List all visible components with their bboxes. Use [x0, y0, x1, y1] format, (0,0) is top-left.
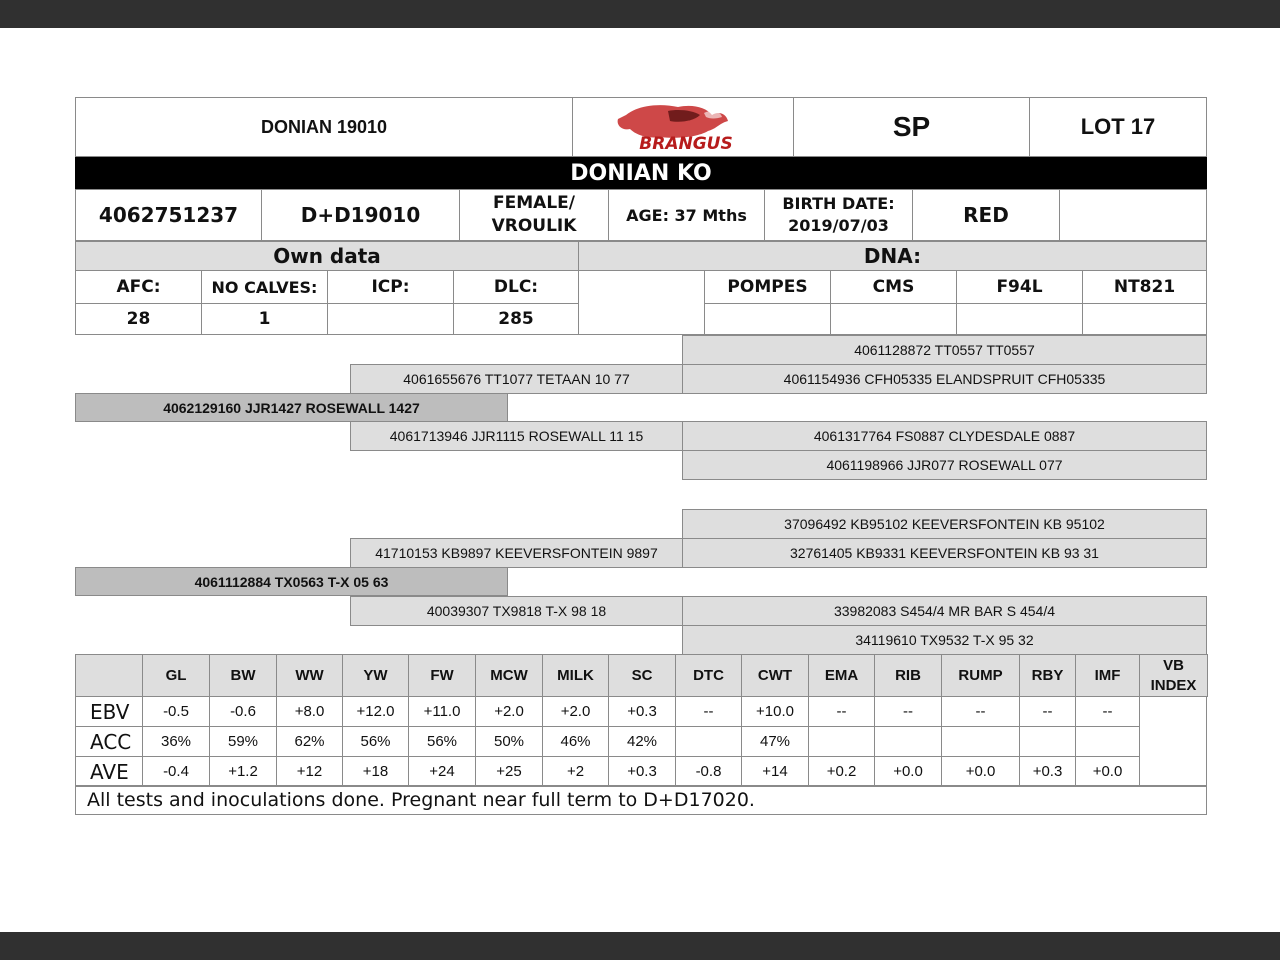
ebv-header-1-text: BW: [230, 666, 256, 684]
ebv-cell-text: +18: [362, 763, 389, 780]
pedigree-sire-sire-sire: [682, 335, 1207, 365]
icp-label: ICP:: [371, 277, 410, 297]
ebv-row-label-1-text: ACC: [90, 729, 132, 754]
ebv-cell: [608, 756, 676, 787]
dna-f94l-header: [956, 270, 1083, 304]
dna-nt821-header: [1082, 270, 1207, 304]
no-calves-label: NO CALVES:: [211, 277, 318, 297]
ebv-cell-text: +24: [429, 763, 455, 780]
comment-text: All tests and inoculations done. Pregnant near full term to D+D17020.: [87, 789, 755, 811]
afc-header: [75, 270, 202, 304]
sex-cell: [459, 189, 609, 241]
ebv-header-9: [741, 654, 809, 697]
ebv-cell-text: --: [703, 703, 714, 720]
pedigree-text: 4061713946 JJR1115 ROSEWALL 11 15: [389, 428, 644, 444]
dna-title-cell: [578, 241, 1207, 271]
ebv-cell-text: -0.4: [163, 763, 189, 780]
ebv-header-1: [209, 654, 277, 697]
ebv-cell-text: +25: [496, 763, 522, 780]
ebv-row-label-2: [75, 756, 143, 787]
ebv-header-2-text: WW: [295, 666, 324, 684]
ebv-corner-cell: [75, 654, 143, 697]
ebv-header-3-text: YW: [363, 666, 388, 684]
ebv-cell: [675, 726, 742, 757]
pedigree-dam-dam-dam: [682, 625, 1207, 655]
ebv-cell-text: 62%: [294, 733, 325, 750]
ebv-cell-text: +12.0: [356, 703, 395, 720]
pedigree-text: 33982083 S454/4 MR BAR S 454/4: [833, 603, 1056, 619]
pedigree-dam-dam: [350, 596, 683, 626]
dlc-header: [453, 270, 579, 304]
ebv-cell: [276, 756, 343, 787]
ebv-header-5: [475, 654, 543, 697]
ebv-header-14: [1075, 654, 1140, 697]
ebv-cell: [741, 756, 809, 787]
ebv-cell-text: +2.0: [494, 703, 524, 720]
ebv-cell: [608, 696, 676, 727]
ebv-cell-text: --: [1102, 703, 1113, 720]
pedigree-text: 32761405 KB9331 KEEVERSFONTEIN KB 93 31: [790, 545, 1099, 561]
vb-index-value-cell: [1139, 696, 1207, 787]
pedigree-sire: [75, 393, 508, 422]
ebv-cell: [408, 696, 476, 727]
ebv-cell: [675, 696, 742, 727]
reg-number-cell: [75, 189, 262, 241]
cms-label: CMS: [872, 277, 915, 297]
ebv-header-7: [608, 654, 676, 697]
title-bar: [75, 157, 1207, 189]
herd-id: D+D19010: [300, 203, 421, 227]
ebv-cell: [1019, 726, 1076, 757]
pedigree-dam-sire-sire: [682, 509, 1207, 539]
pedigree-text: 4061198966 JJR077 ROSEWALL 077: [826, 457, 1063, 473]
birth-date: BIRTH DATE: 2019/07/03: [782, 193, 895, 235]
f94l-label: F94L: [996, 277, 1043, 297]
ebv-cell: [342, 756, 409, 787]
ebv-cell: [808, 756, 875, 787]
top-bar: [0, 0, 1280, 28]
ebv-cell-text: +14: [762, 763, 788, 780]
reg-number: 4062751237: [98, 203, 239, 227]
ebv-header-14-text: IMF: [1094, 666, 1121, 684]
ebv-cell: [1075, 756, 1140, 787]
animal-title: DONIAN KO: [570, 160, 712, 186]
ebv-cell-text: 56%: [360, 733, 391, 750]
lot-number: LOT 17: [1080, 114, 1156, 139]
animal-name: DONIAN 19010: [260, 116, 388, 137]
ebv-header-4: [408, 654, 476, 697]
pompes-label: POMPES: [727, 277, 808, 297]
pedigree-sire-dam-dam: [682, 450, 1207, 480]
ebv-cell-text: +8.0: [294, 703, 325, 720]
ebv-cell-text: -0.6: [230, 703, 256, 720]
pedigree-sire-dam: [350, 421, 683, 451]
ebv-cell-text: --: [975, 703, 986, 720]
ebv-cell-text: +0.3: [1032, 763, 1063, 780]
ebv-cell-text: -0.8: [695, 763, 722, 780]
ebv-cell: [209, 726, 277, 757]
ebv-cell: [874, 726, 942, 757]
pedigree-text: 34119610 TX9532 T-X 95 32: [855, 632, 1034, 648]
ebv-cell-text: +11.0: [423, 703, 461, 720]
pedigree-sire-sire: [350, 364, 683, 394]
ebv-cell-text: +1.2: [228, 763, 258, 780]
dna-f94l-value: [956, 303, 1083, 335]
pedigree-dam-sire-dam: [682, 538, 1207, 568]
colour-cell: [912, 189, 1060, 241]
ebv-cell-text: --: [1042, 703, 1053, 720]
ebv-cell-text: +0.3: [627, 763, 657, 780]
ebv-header-0-text: GL: [165, 666, 187, 684]
ebv-cell: [675, 756, 742, 787]
ebv-cell: [808, 726, 875, 757]
no-calves-value: 1: [258, 309, 271, 329]
pedigree-sire-dam-sire: [682, 421, 1207, 451]
birth-date-cell: [764, 189, 913, 241]
ebv-cell-text: +0.0: [1092, 763, 1123, 780]
colour: RED: [963, 203, 1009, 227]
ebv-cell-text: +0.3: [627, 703, 657, 720]
ebv-cell-text: 36%: [160, 733, 192, 750]
ebv-cell: [542, 726, 609, 757]
ebv-header-2: [276, 654, 343, 697]
ebv-header-12: [941, 654, 1020, 697]
ebv-header-6: [542, 654, 609, 697]
ebv-header-12-text: RUMP: [958, 666, 1003, 684]
ebv-cell: [142, 726, 210, 757]
logo-text: BRANGUS: [639, 134, 733, 153]
afc-value: 28: [126, 309, 151, 329]
afc-value-cell: [75, 303, 202, 335]
ebv-cell: [142, 756, 210, 787]
ebv-row-label-0: [75, 696, 143, 727]
icp-header: [327, 270, 454, 304]
pedigree-dam-sire: [350, 538, 683, 568]
ebv-cell: [342, 696, 409, 727]
dna-nt821-value: [1082, 303, 1207, 335]
ebv-cell-text: +2.0: [560, 703, 591, 720]
ebv-cell: [408, 756, 476, 787]
icp-value-cell: [327, 303, 454, 335]
ebv-cell: [1019, 756, 1076, 787]
ebv-cell-text: +0.2: [826, 763, 857, 780]
dna-pompes-header: [704, 270, 831, 304]
ebv-header-13-text: RBY: [1031, 666, 1064, 684]
ebv-cell: [542, 756, 609, 787]
ebv-cell-text: +0.0: [965, 763, 996, 780]
ebv-cell-text: +10.0: [756, 703, 794, 720]
ebv-cell: [475, 726, 543, 757]
ebv-cell: [1075, 696, 1140, 727]
ebv-row-label-2-text: AVE: [90, 759, 129, 784]
ebv-cell: [741, 726, 809, 757]
grade-cell: [793, 97, 1030, 157]
lot-cell: [1029, 97, 1207, 157]
brangus-logo: [572, 97, 794, 157]
ebv-cell: [941, 726, 1020, 757]
sex: FEMALE/ VROULIK: [491, 193, 577, 236]
comment-cell: [75, 785, 1207, 815]
pedigree-text: 4062129160 JJR1427 ROSEWALL 1427: [163, 399, 420, 416]
pedigree-sire-sire-dam: [682, 364, 1207, 394]
ebv-cell: [209, 756, 277, 787]
pedigree-text: 4061128872 TT0557 TT0557: [854, 342, 1035, 358]
ebv-cell-text: +12: [296, 763, 323, 780]
ebv-header-8: [675, 654, 742, 697]
dlc-label: DLC:: [493, 277, 539, 297]
ebv-cell-text: +2: [566, 763, 585, 780]
age: AGE: 37 Mths: [626, 205, 747, 225]
nt821-label: NT821: [1113, 277, 1176, 297]
ebv-cell-text: +0.0: [893, 763, 923, 780]
ebv-header-11: [874, 654, 942, 697]
ebv-cell: [874, 756, 942, 787]
pedigree-text: 4061655676 TT1077 TETAAN 10 77: [403, 371, 630, 387]
afc-label: AFC:: [116, 277, 161, 297]
ebv-cell: [1075, 726, 1140, 757]
pedigree-text: 4061112884 TX0563 T-X 05 63: [194, 573, 389, 590]
herd-id-cell: [261, 189, 460, 241]
ebv-header-0: [142, 654, 210, 697]
ebv-cell: [342, 726, 409, 757]
ebv-cell: [941, 696, 1020, 727]
ebv-cell: [276, 726, 343, 757]
ebv-header-3: [342, 654, 409, 697]
ebv-header-5-text: MCW: [490, 666, 528, 684]
pedigree-dam-dam-sire: [682, 596, 1207, 626]
ebv-header-9-text: CWT: [757, 666, 793, 684]
bottom-bar: [0, 932, 1280, 960]
ebv-cell: [475, 696, 543, 727]
ebv-cell: [408, 726, 476, 757]
dlc-value-cell: [453, 303, 579, 335]
ebv-cell: [142, 696, 210, 727]
bull-logo-icon: [608, 101, 758, 153]
pedigree-text: 37096492 KB95102 KEEVERSFONTEIN KB 95102: [784, 516, 1105, 532]
dna-title: DNA:: [863, 244, 922, 268]
pedigree-dam: [75, 567, 508, 596]
ebv-row-label-0-text: EBV: [90, 699, 130, 724]
grade: SP: [892, 111, 931, 142]
dlc-value: 285: [498, 309, 534, 329]
ebv-header-10-text: EMA: [824, 666, 859, 684]
ebv-header-8-text: DTC: [693, 666, 724, 684]
ebv-header-11-text: RIB: [895, 666, 921, 684]
ebv-header-15-text: VB INDEX: [1150, 657, 1197, 694]
pedigree-text: 4061317764 FS0887 CLYDESDALE 0887: [813, 428, 1076, 444]
ebv-cell: [1019, 696, 1076, 727]
ebv-header-13: [1019, 654, 1076, 697]
ebv-header-10: [808, 654, 875, 697]
ebv-header-6-text: MILK: [557, 666, 594, 684]
pedigree-text: 4061154936 CFH05335 ELANDSPRUIT CFH05335: [783, 371, 1106, 387]
ebv-cell-text: 47%: [759, 733, 791, 750]
own-data-title-cell: [75, 241, 579, 271]
ebv-cell: [542, 696, 609, 727]
no-calves-header: [201, 270, 328, 304]
ebv-header-7-text: SC: [631, 666, 653, 684]
ebv-cell-text: 42%: [626, 733, 658, 750]
ebv-cell: [741, 696, 809, 727]
dna-cms-header: [830, 270, 957, 304]
ebv-cell-text: 56%: [426, 733, 458, 750]
dna-cms-value: [830, 303, 957, 335]
ebv-cell-text: 59%: [227, 733, 259, 750]
ebv-header-15: [1139, 654, 1208, 697]
ebv-header-4-text: FW: [430, 666, 454, 684]
info-blank-cell: [1059, 189, 1207, 241]
ebv-cell-text: -0.5: [163, 703, 189, 720]
ebv-row-label-1: [75, 726, 143, 757]
age-cell: [608, 189, 765, 241]
ebv-cell-text: --: [836, 703, 847, 720]
own-data-title: Own data: [273, 244, 381, 268]
ebv-cell: [475, 756, 543, 787]
ebv-cell-text: 50%: [493, 733, 525, 750]
pedigree-text: 41710153 KB9897 KEEVERSFONTEIN 9897: [375, 545, 658, 561]
ebv-cell: [608, 726, 676, 757]
animal-name-cell: [75, 97, 573, 157]
ebv-cell: [808, 696, 875, 727]
no-calves-value-cell: [201, 303, 328, 335]
ebv-cell-text: 46%: [560, 733, 591, 750]
ebv-cell: [941, 756, 1020, 787]
pedigree-text: 40039307 TX9818 T-X 98 18: [426, 603, 607, 619]
ebv-cell-text: --: [903, 703, 913, 720]
ebv-cell: [874, 696, 942, 727]
dna-blank-cell: [578, 270, 705, 335]
ebv-cell: [209, 696, 277, 727]
dna-pompes-value: [704, 303, 831, 335]
ebv-cell: [276, 696, 343, 727]
